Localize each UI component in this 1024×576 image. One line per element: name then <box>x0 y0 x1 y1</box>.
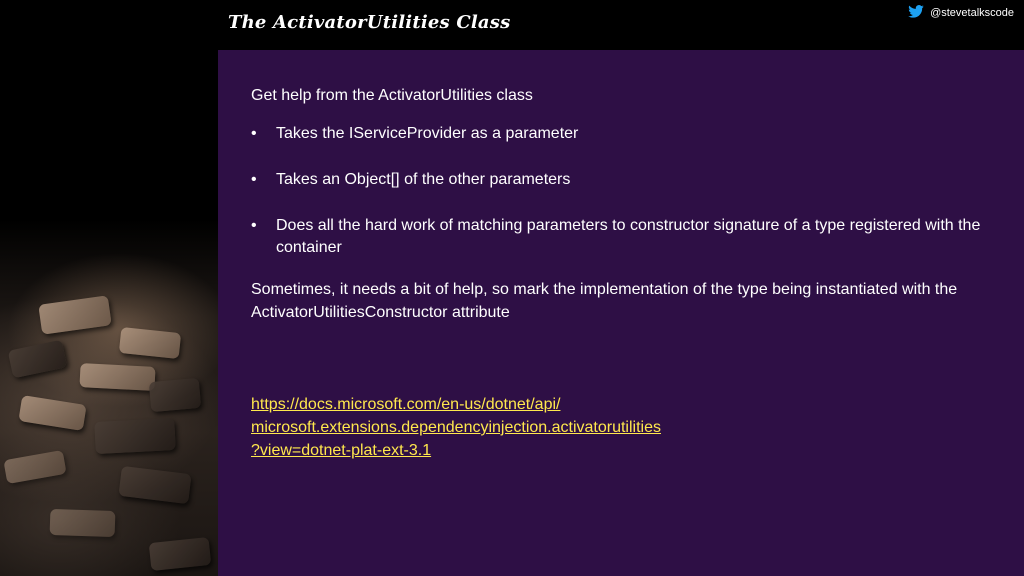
bullet-text: Takes an Object[] of the other parameters <box>276 171 571 188</box>
bullet-dot: • <box>251 171 257 188</box>
bullet-item <box>251 169 1001 191</box>
slide-header <box>218 0 1024 50</box>
bullet-dot: • <box>251 217 257 234</box>
bullet-list <box>251 123 1001 283</box>
bullet-text: Does all the hard work of matching parameters to constructor signature of a type registered with the container <box>276 217 981 256</box>
twitter-handle <box>908 5 1014 21</box>
bullet-item <box>251 123 1001 145</box>
intro-text: Get help from the ActivatorUtilities class <box>251 87 533 104</box>
docs-link-line-1: https://docs.microsoft.com/en-us/dotnet/api/ <box>251 396 561 413</box>
note-text: Sometimes, it needs a bit of help, so mark the implementation of the type being instantiated with the ActivatorUtilitiesConstructor attribute <box>251 281 958 321</box>
puzzle-background-image <box>0 0 218 576</box>
bullet-dot: • <box>251 125 257 142</box>
docs-link[interactable] <box>251 393 771 462</box>
docs-link-line-2: microsoft.extensions.dependencyinjection.activatorutilities <box>251 419 661 436</box>
bullet-text: Takes the IServiceProvider as a parameter <box>276 125 579 142</box>
twitter-bird-icon <box>908 5 924 21</box>
bullet-item <box>251 215 1001 259</box>
slide-content <box>218 50 1024 576</box>
slide-title: The ActivatorUtilities Class <box>228 12 511 33</box>
docs-link-line-3: ?view=dotnet-plat-ext-3.1 <box>251 442 432 459</box>
twitter-handle-text: @stevetalkscode <box>930 7 1014 19</box>
